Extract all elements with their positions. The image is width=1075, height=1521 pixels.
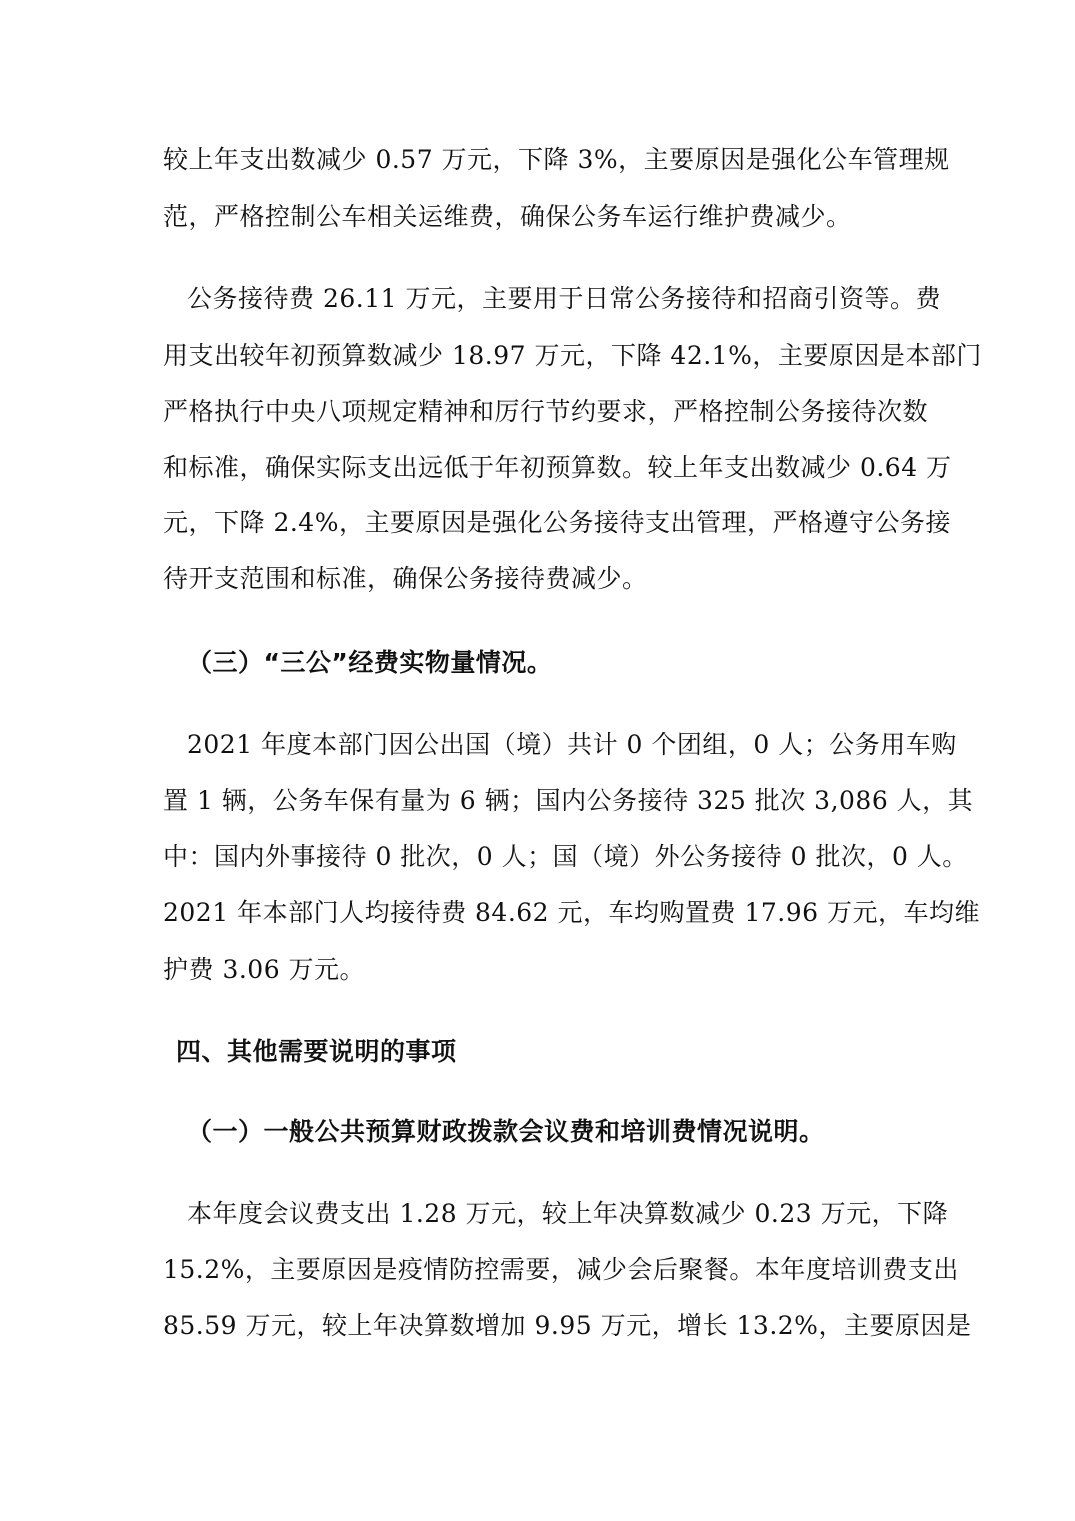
paragraph-line: 15.2%，主要原因是疫情防控需要，减少会后聚餐。本年度培训费支出 xyxy=(163,1255,959,1284)
paragraph-line: 85.59 万元，较上年决算数增加 9.95 万元，增长 13.2%，主要原因是 xyxy=(163,1311,972,1340)
paragraph-line: 范，严格控制公车相关运维费，确保公务车运行维护费减少。 xyxy=(163,202,852,231)
paragraph-line: 置 1 辆，公务车保有量为 6 辆；国内公务接待 325 批次 3,086 人，其 xyxy=(163,786,974,815)
paragraph-line: 严格执行中央八项规定精神和厉行节约要求，严格控制公务接待次数 xyxy=(163,397,929,426)
section-heading: （三）“三公”经费实物量情况。 xyxy=(187,648,553,677)
paragraph-line: 较上年支出数减少 0.57 万元，下降 3%，主要原因是强化公车管理规 xyxy=(163,145,950,174)
paragraph-line: 护费 3.06 万元。 xyxy=(163,955,366,984)
paragraph-line: 用支出较年初预算数减少 18.97 万元，下降 42.1%，主要原因是本部门 xyxy=(163,341,982,370)
paragraph-line: 待开支范围和标准，确保公务接待费减少。 xyxy=(163,564,648,593)
paragraph-line: 和标准，确保实际支出远低于年初预算数。较上年支出数减少 0.64 万 xyxy=(163,453,952,482)
paragraph-line: 公务接待费 26.11 万元，主要用于日常公务接待和招商引资等。费 xyxy=(187,284,941,313)
paragraph-line: 2021 年度本部门因公出国（境）共计 0 个团组，0 人；公务用车购 xyxy=(187,730,957,759)
section-heading: 四、其他需要说明的事项 xyxy=(176,1037,457,1066)
paragraph-line: 元，下降 2.4%，主要原因是强化公务接待支出管理，严格遵守公务接 xyxy=(163,508,951,537)
paragraph-line: 2021 年本部门人均接待费 84.62 元，车均购置费 17.96 万元，车均维 xyxy=(163,898,980,927)
paragraph-line: 本年度会议费支出 1.28 万元，较上年决算数减少 0.23 万元，下降 xyxy=(187,1199,949,1228)
paragraph-line: 中：国内外事接待 0 批次，0 人；国（境）外公务接待 0 批次，0 人。 xyxy=(163,842,968,871)
subsection-heading: （一）一般公共预算财政拨款会议费和培训费情况说明。 xyxy=(187,1117,825,1146)
